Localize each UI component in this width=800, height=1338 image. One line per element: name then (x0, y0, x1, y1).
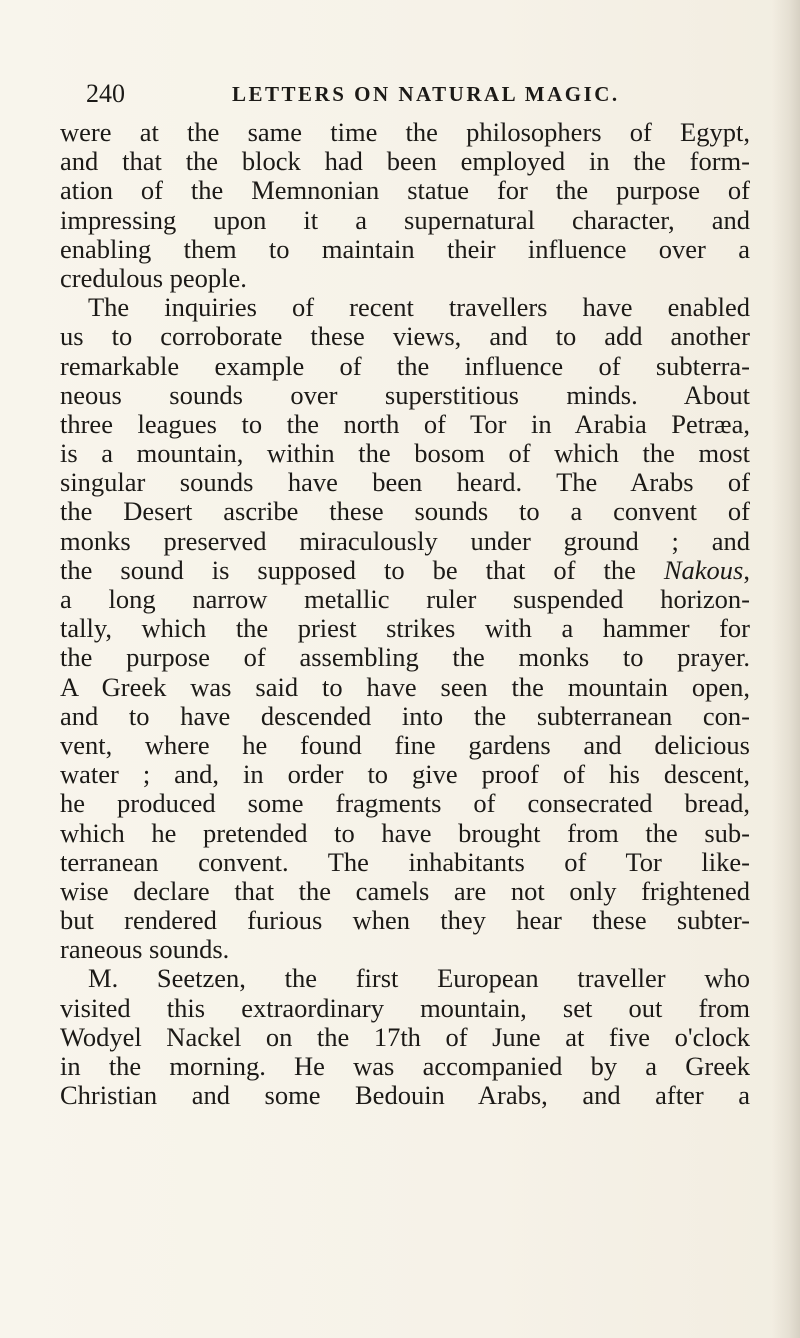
page-header (86, 74, 746, 114)
text-line: wise declare that the camels are not only frightened (60, 875, 750, 906)
text-line: and that the block had been employed in the form- (60, 146, 750, 177)
text-line: were at the same time the philosophers of Egypt, (60, 117, 750, 147)
text-line: water ; and, in order to give proof of his descent, (60, 759, 750, 790)
page-number: 240 (86, 79, 125, 108)
body-text (60, 118, 750, 1110)
italic-term: Nakous (663, 554, 744, 585)
text-line: the sound is supposed to be that of the Nakous, (60, 554, 750, 585)
page-edge-shadow (772, 0, 800, 1338)
text-line: but rendered furious when they hear these subter- (60, 905, 750, 936)
text-line: singular sounds have been heard. The Arabs of (60, 467, 750, 498)
text-line: which he pretended to have brought from the sub- (60, 817, 750, 848)
text-line: us to corroborate these views, and to add another (60, 321, 750, 352)
text-line: three leagues to the north of Tor in Arabia Petræa, (60, 408, 750, 439)
text-line: Christian and some Bedouin Arabs, and after a (60, 1080, 750, 1111)
text-line: monks preserved miraculously under ground ; and (60, 525, 750, 556)
text-line: terranean convent. The inhabitants of Tor like- (60, 846, 750, 877)
text-line: neous sounds over superstitious minds. About (60, 379, 750, 410)
text-line: M. Seetzen, the first European traveller who (88, 963, 750, 994)
text-line: enabling them to maintain their influence over a (60, 233, 750, 264)
text-line: impressing upon it a supernatural character, and (60, 204, 750, 235)
text-line: remarkable example of the influence of subterra- (60, 350, 750, 381)
text-line: credulous people. (60, 262, 247, 293)
text-line: raneous sounds. (60, 934, 230, 965)
text-line: a long narrow metallic ruler suspended horizon- (60, 584, 750, 614)
text-line: tally, which the priest strikes with a hammer for (60, 613, 750, 644)
text-line: vent, where he found fine gardens and delicious (60, 729, 750, 760)
text-line: ation of the Memnonian statue for the purpose of (60, 175, 750, 206)
text-line: he produced some fragments of consecrated bread, (60, 788, 750, 819)
text-line: The inquiries of recent travellers have enabled (88, 292, 750, 323)
text-line: the Desert ascribe these sounds to a convent of (60, 496, 750, 527)
text-line: in the morning. He was accompanied by a Greek (60, 1051, 750, 1081)
text-line: the purpose of assembling the monks to prayer. (60, 642, 750, 673)
text-line: Wodyel Nackel on the 17th of June at five o'clock (60, 1021, 750, 1052)
text-line: is a mountain, within the bosom of which the most (60, 438, 750, 469)
running-head: LETTERS ON NATURAL MAGIC. (232, 82, 620, 106)
text-line: visited this extraordinary mountain, set out from (60, 992, 750, 1023)
text-line: and to have descended into the subterranean con- (60, 700, 750, 731)
text-line: A Greek was said to have seen the mountain open, (60, 671, 750, 702)
